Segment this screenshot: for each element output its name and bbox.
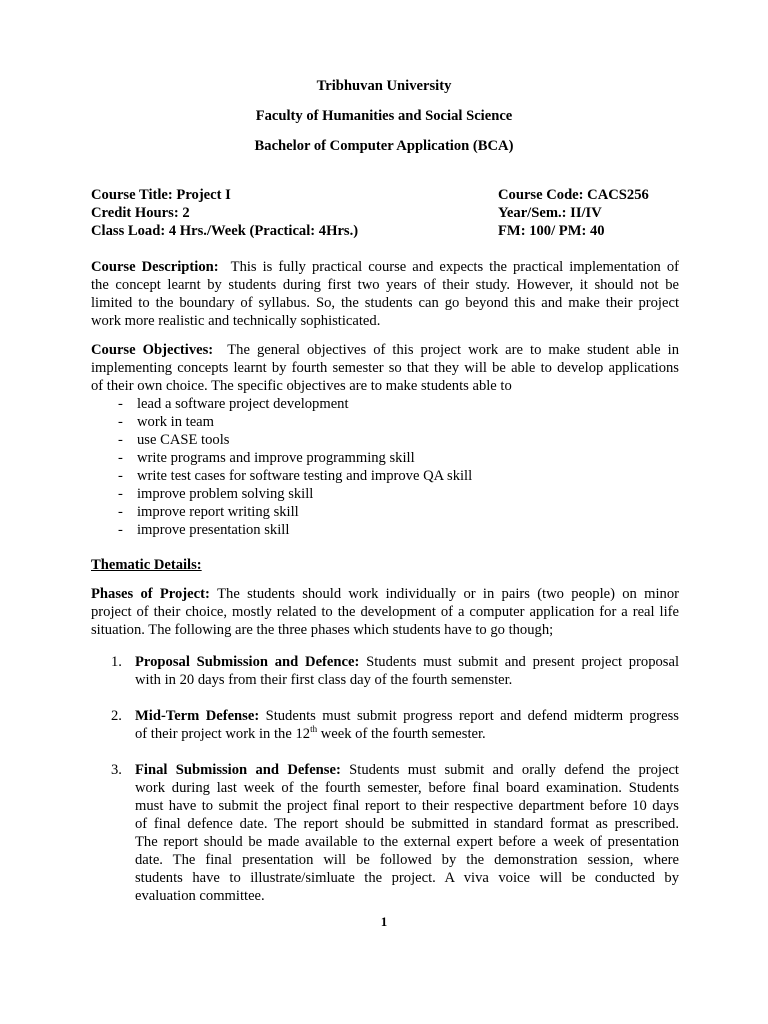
description-line-1: Course Description: This is fully practical course and expects the practical implementation of bbox=[91, 259, 680, 275]
phases-line-1: Phases of Project: The students should work individually or in pairs (two people) on minor bbox=[91, 586, 679, 602]
university-name: Tribhuvan University bbox=[316, 78, 452, 94]
phases-intro bbox=[91, 585, 679, 639]
course-title-label: Course Title bbox=[91, 187, 168, 203]
class-load: Class Load: 4 Hrs./Week (Practical: 4Hrs.) bbox=[91, 223, 359, 239]
phases-line-3: situation. The following are the three phases which students have to go though; bbox=[91, 622, 554, 638]
list-item: - lead a software project development bbox=[118, 396, 349, 412]
list-item: - improve problem solving skill bbox=[118, 486, 314, 502]
list-item: - write programs and improve programming skill bbox=[118, 450, 415, 466]
course-code: Course Code: CACS256 bbox=[498, 187, 649, 203]
list-item: - improve report writing skill bbox=[118, 504, 299, 520]
program-name: Bachelor of Computer Application (BCA) bbox=[254, 138, 514, 154]
course-objectives bbox=[91, 341, 679, 539]
description-label: Course Description: bbox=[91, 259, 219, 275]
description-line-3: limited to the boundary of syllabus. So, the students can go beyond this and make their project bbox=[91, 295, 679, 311]
marks: FM: 100/ PM: 40 bbox=[498, 223, 605, 239]
objectives-line-1: Course Objectives: The general objectives of this project work are to make student able in bbox=[91, 342, 680, 358]
year-semester: Year/Sem.: II/IV bbox=[498, 205, 602, 221]
credit-hours: Credit Hours: 2 bbox=[91, 205, 190, 221]
course-description bbox=[91, 258, 679, 330]
phases-label: Phases of Project: bbox=[91, 586, 210, 602]
phase-1-label: Proposal Submission and Defence: bbox=[135, 654, 360, 670]
thematic-heading: Thematic Details: bbox=[91, 557, 202, 573]
phase-3-number: 3. bbox=[111, 762, 122, 778]
phase-1-number: 1. bbox=[111, 654, 122, 670]
list-item: - work in team bbox=[118, 414, 215, 430]
list-item: - write test cases for software testing and improve QA skill bbox=[118, 468, 473, 484]
objectives-line-2: implementing concepts learnt by fourth semester so that they will be able to develop applications bbox=[91, 360, 679, 376]
course-title-value: : Project I bbox=[167, 187, 231, 203]
phase-2-number: 2. bbox=[111, 708, 122, 724]
objectives-label: Course Objectives: bbox=[91, 342, 214, 358]
list-item: - use CASE tools bbox=[118, 432, 230, 448]
objectives-list bbox=[91, 395, 679, 539]
page-number: 1 bbox=[380, 914, 388, 929]
list-item: - improve presentation skill bbox=[118, 522, 290, 538]
phases-line-2: project of their choice, mostly related to the development of a computer application for a real life bbox=[91, 604, 679, 620]
description-line-2: the concept learnt by students during first two years of their study. However, it should not be bbox=[91, 277, 679, 293]
phase-2: Mid-Term Defense: Students must submit progress report and defend midterm progress of their project work in the 12th week of the fourth semester. bbox=[135, 708, 679, 742]
phase-3-label: Final Submission and Defense: bbox=[135, 762, 341, 778]
course-title bbox=[91, 186, 231, 204]
phase-2-label: Mid-Term Defense: bbox=[135, 708, 260, 724]
phase-1: Proposal Submission and Defence: Students must submit and present project proposal with in 20 days from their first class day of the fourth semenster. bbox=[135, 654, 680, 688]
objectives-line-3: of their own choice. The specific objectives are to make students able to bbox=[91, 378, 512, 394]
faculty-name: Faculty of Humanities and Social Science bbox=[255, 108, 513, 124]
phase-3: Final Submission and Defense: Students must submit and orally defend the project work during last week of the fourth semester, before final board examination. Students must have to submit the project final report to their respective department before 10 days of final defence date. The report should be submitted in standard format as prescribed. The report should be made available to the external expert before a week of presentation date. The final presentation will be followed by the demonstration session, where students have to illustrate/simluate the project. A viva voice will be conducted by evaluation committee. bbox=[135, 762, 679, 904]
description-line-4: work more realistic and technically sophisticated. bbox=[91, 313, 381, 329]
